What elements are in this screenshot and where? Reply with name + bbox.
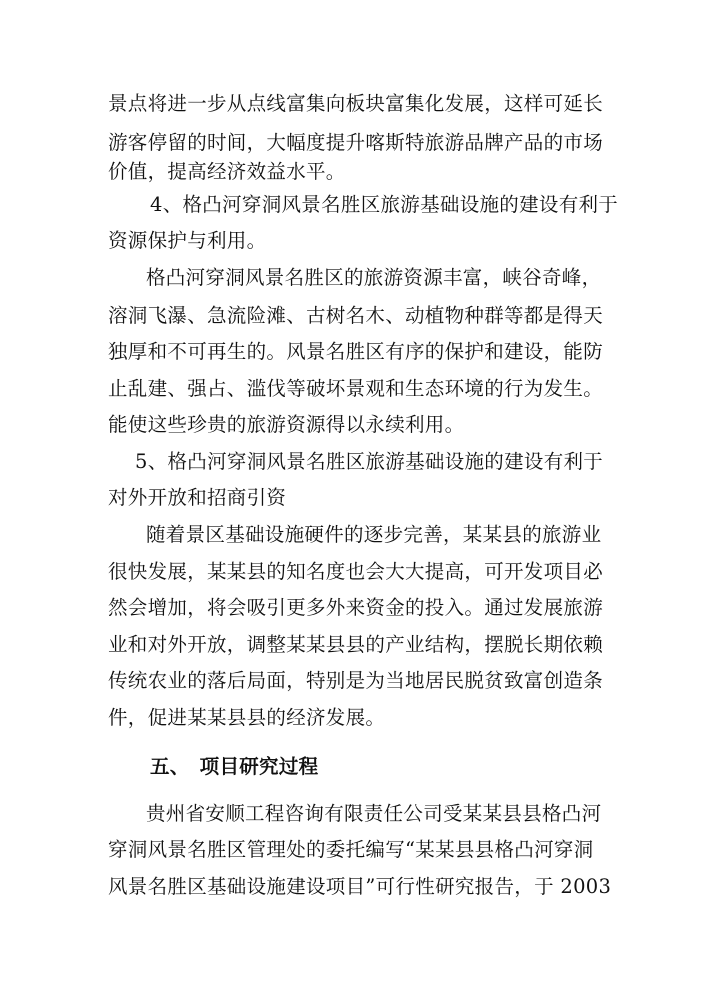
section-heading-5-cont: 对外开放和招商引资 — [108, 486, 287, 509]
section-heading-4-cont: 资源保护与利用。 — [108, 229, 267, 252]
paragraph-line: 能使这些珍贵的旅游资源得以永续利用。 — [108, 413, 465, 436]
paragraph-line: 溶洞飞瀑、急流险滩、古树名木、动植物种群等都是得天 — [108, 304, 604, 327]
paragraph-line: 很快发展，某某县的知名度也会大大提高，可开发项目必 — [108, 560, 604, 583]
paragraph-line: 景点将进一步从点线富集向板块富集化发展，这样可延长 — [108, 92, 604, 115]
paragraph-line: 传统农业的落后局面，特别是为当地居民脱贫致富创造条 — [108, 669, 604, 692]
paragraph-line: 穿洞风景名胜区管理处的委托编写“某某县县格凸河穿洞 — [108, 838, 594, 861]
paragraph-line: 格凸河穿洞风景名胜区的旅游资源丰富，峡谷奇峰， — [146, 266, 602, 289]
paragraph-line: 独厚和不可再生的。风景名胜区有序的保护和建设，能防 — [108, 340, 604, 363]
paragraph-line: 件，促进某某县县的经济发展。 — [108, 706, 386, 729]
paragraph-line: 随着景区基础设施硬件的逐步完善，某某县的旅游业 — [146, 523, 602, 546]
section-heading-4: 4、格凸河穿洞风景名胜区旅游基础设施的建设有利于 — [150, 193, 619, 216]
paragraph-line: 业和对外开放，调整某某县县的产业结构，摆脱长期依赖 — [108, 633, 604, 656]
paragraph-line: 价值，提高经济效益水平。 — [108, 160, 346, 183]
section-heading-5: 5、格凸河穿洞风景名胜区旅游基础设施的建设有利于 — [135, 450, 604, 473]
paragraph-line: 止乱建、强占、滥伐等破坏景观和生态环境的行为发生。 — [108, 377, 604, 400]
paragraph-line: 风景名胜区基础设施建设项目”可行性研究报告，于 2003 — [108, 875, 612, 898]
paragraph-line: 游客停留的时间，大幅度提升喀斯特旅游品牌产品的市场 — [108, 131, 604, 154]
paragraph-line: 贵州省安顺工程咨询有限责任公司受某某县县格凸河 — [146, 802, 602, 825]
chapter-heading: 五、 项目研究过程 — [150, 755, 319, 778]
paragraph-line: 然会增加，将会吸引更多外来资金的投入。通过发展旅游 — [108, 596, 604, 619]
